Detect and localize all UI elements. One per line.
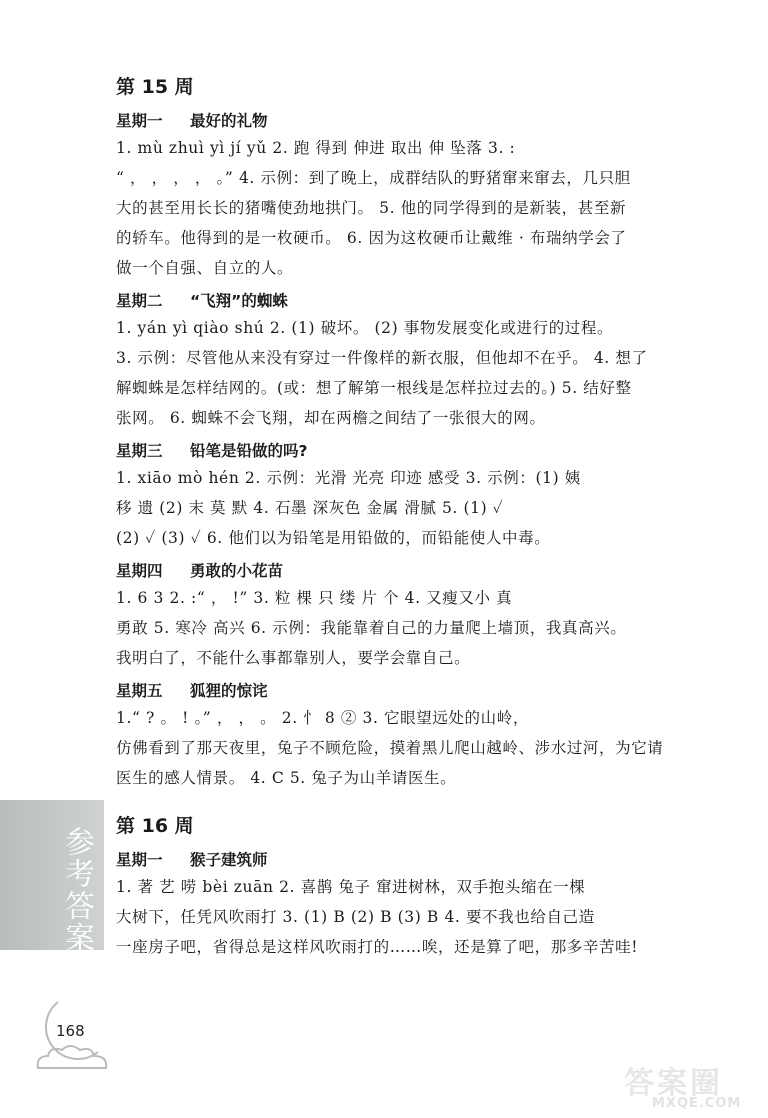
answer-line: 一座房子吧，省得总是这样风吹雨打的……唉，还是算了吧，那多辛苦哇! xyxy=(116,938,639,956)
reference-answer-label: 参考答案 xyxy=(59,826,94,954)
day-heading xyxy=(116,289,714,311)
day-label: 星期一 xyxy=(116,851,163,869)
day-label: 星期一 xyxy=(116,112,163,130)
lesson-title: “飞翔”的蜘蛛 xyxy=(190,292,288,310)
day-section-thu xyxy=(116,559,714,673)
answer-line: 1. mù zhuì yì jí yǔ 2. 跑 得到 伸进 取出 伸 坠落 3. : xyxy=(116,139,516,157)
answer-line: 大的甚至用长长的猪嘴使劲地拱门。 5. 他的同学得到的是新装，甚至新 xyxy=(116,199,627,217)
answer-line: 医生的感人情景。 4. C 5. 兔子为山羊请医生。 xyxy=(116,769,457,787)
answer-line: (2) ✓ (3) ✓ 6. 他们以为铅笔是用铅做的，而铅能使人中毒。 xyxy=(116,529,551,547)
answer-line: 1. yán yì qiào shú 2. (1) 破坏。 (2) 事物发展变化或进行的过程。 xyxy=(116,319,614,337)
day-label: 星期二 xyxy=(116,292,163,310)
answer-line: 1.“ ? 。 ! 。” ， ， 。 2. 忄 8 ② 3. 它眼望远处的山岭， xyxy=(116,709,529,727)
day-heading xyxy=(116,109,714,131)
answer-line: 勇敢 5. 寒冷 高兴 6. 示例：我能靠着自己的力量爬上墙顶，我真高兴。 xyxy=(116,619,627,637)
answer-line: 我明白了，不能什么事都靠别人，要学会靠自己。 xyxy=(116,649,471,667)
answer-line: 3. 示例：尽管他从来没有穿过一件像样的新衣服，但他却不在乎。 4. 想了 xyxy=(116,349,648,367)
week-16-title: 第 16 周 xyxy=(116,815,194,837)
answer-line: 1. 著 艺 唠 bèi zuān 2. 喜鹊 兔子 窜进树林，双手抱头缩在一棵 xyxy=(116,878,586,896)
answer-block xyxy=(116,313,714,433)
day-heading xyxy=(116,679,714,701)
watermark-url: MXQE.COM xyxy=(652,1096,742,1111)
answer-line: 大树下，任凭风吹雨打 3. (1) B (2) B (3) B 4. 要不我也给自己造 xyxy=(116,908,595,926)
day-section-tue xyxy=(116,289,714,433)
day-section-mon-w16 xyxy=(116,848,714,962)
day-heading xyxy=(116,848,714,870)
lesson-title: 猴子建筑师 xyxy=(190,851,268,869)
day-section-mon xyxy=(116,109,714,283)
answer-line: “ ， ， ， ， 。” 4. 示例：到了晚上，成群结队的野猪窜来窜去，几只胆 xyxy=(116,169,631,187)
day-section-wed xyxy=(116,439,714,553)
answer-line: 的轿车。他得到的是一枚硬币。 6. 因为这枚硬币让戴维 · 布瑞纳学会了 xyxy=(116,229,627,247)
answer-line: 做一个自强、自立的人。 xyxy=(116,259,294,277)
week-15-title: 第 15 周 xyxy=(116,76,194,98)
lesson-title: 勇敢的小花苗 xyxy=(190,562,284,580)
day-label: 星期四 xyxy=(116,562,163,580)
day-heading xyxy=(116,439,714,461)
answer-line: 张网。 6. 蜘蛛不会飞翔，却在两檐之间结了一张很大的网。 xyxy=(116,409,546,427)
answer-block xyxy=(116,872,714,962)
lesson-title: 狐狸的惊诧 xyxy=(190,682,268,700)
answer-line: 移 遗 (2) 末 莫 默 4. 石墨 深灰色 金属 滑腻 5. (1) ✓ xyxy=(116,499,504,517)
answer-block xyxy=(116,463,714,553)
answer-block xyxy=(116,583,714,673)
answer-block xyxy=(116,703,714,793)
answer-line: 仿佛看到了那天夜里，兔子不顾危险，摸着黑儿爬山越岭、涉水过河，为它请 xyxy=(116,739,664,757)
answer-line: 1. xiāo mò hén 2. 示例：光滑 光亮 印迹 感受 3. 示例：(1) 姨 xyxy=(116,469,581,487)
lesson-title: 铅笔是铅做的吗? xyxy=(190,442,308,460)
day-label: 星期三 xyxy=(116,442,163,460)
answer-block xyxy=(116,133,714,283)
answer-content xyxy=(116,72,714,962)
day-label: 星期五 xyxy=(116,682,163,700)
day-section-fri xyxy=(116,679,714,793)
answer-line: 解蜘蛛是怎样结网的。(或：想了解第一根线是怎样拉过去的。) 5. 结好整 xyxy=(116,379,632,397)
page-number: 168 xyxy=(56,1022,85,1040)
lesson-title: 最好的礼物 xyxy=(190,112,268,130)
day-heading xyxy=(116,559,714,581)
watermark-logo: 答案圈 xyxy=(624,1066,723,1101)
answer-line: 1. 6 3 2. :“ ， !” 3. 粒 棵 只 缕 片 个 4. 又瘦又小 真 xyxy=(116,589,513,607)
